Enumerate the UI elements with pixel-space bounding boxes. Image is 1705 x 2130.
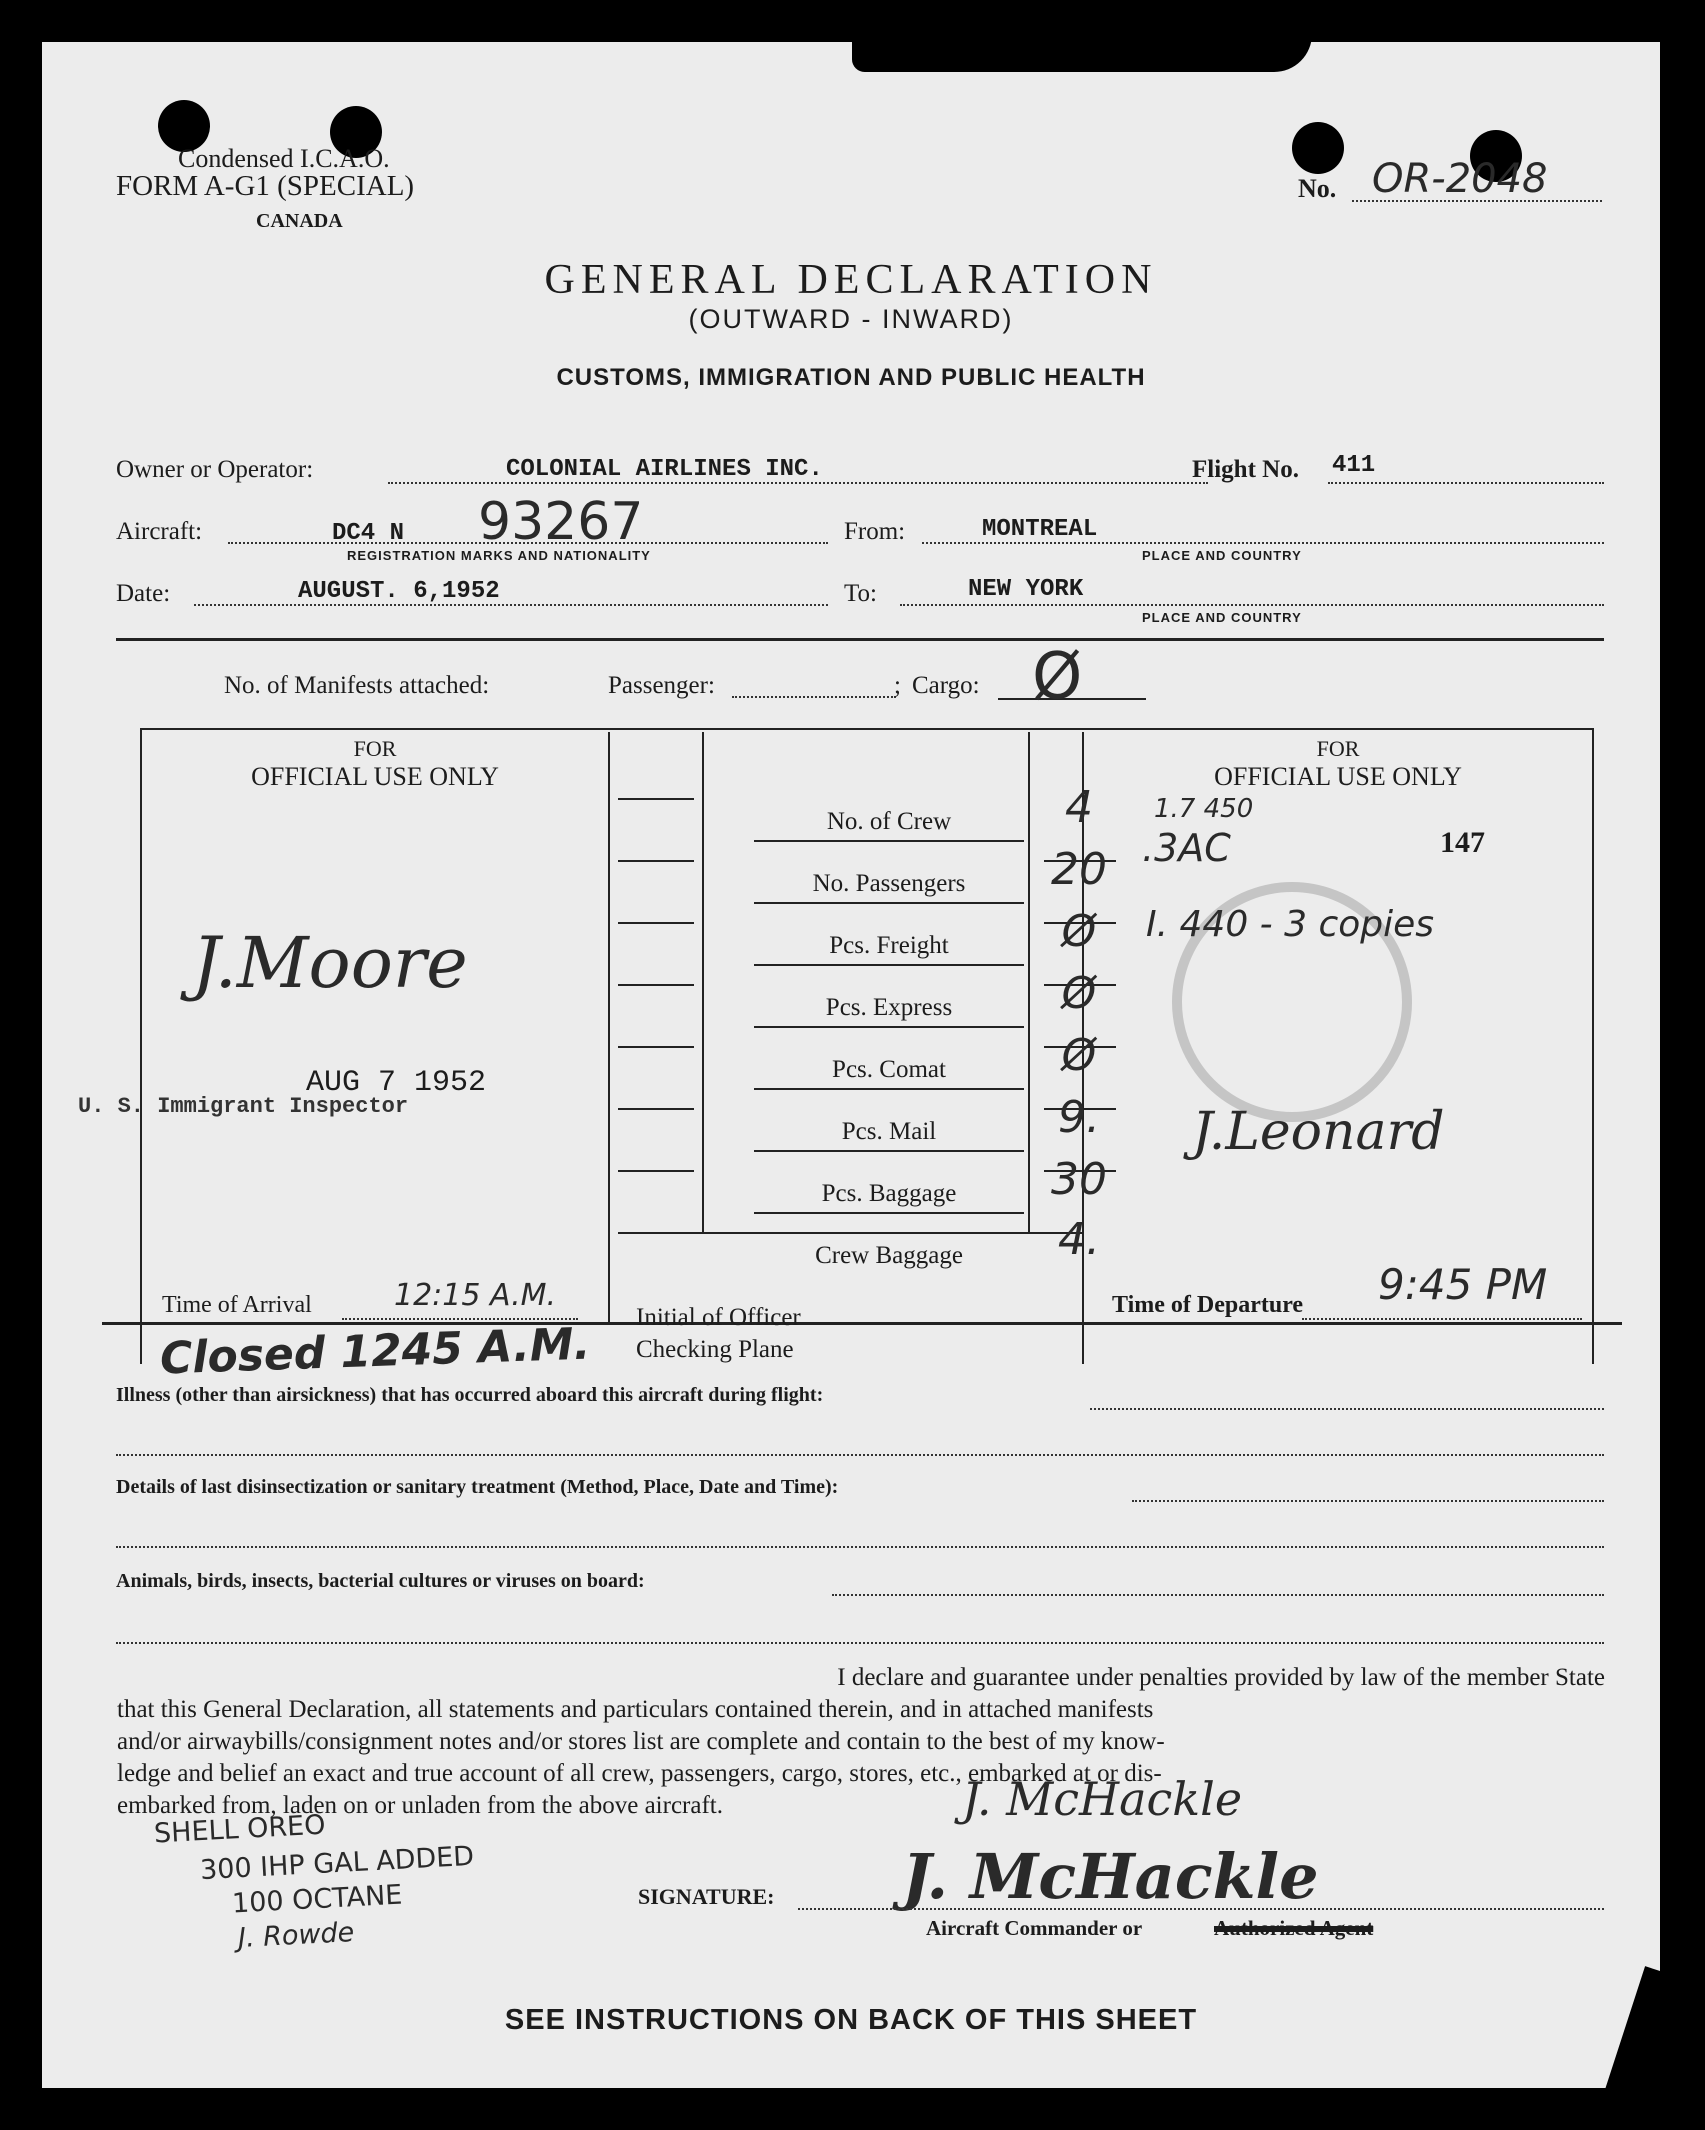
owner-value: COLONIAL AIRLINES INC. [506,456,823,483]
arrival-label: Time of Arrival [162,1292,312,1318]
form-number: FORM A-G1 (SPECIAL) [116,170,415,202]
date-value: AUGUST. 6,1952 [298,578,500,605]
flight-label: Flight No. [1192,456,1299,483]
items-col-left [702,732,704,1232]
item-line [754,1150,1024,1152]
from-value: MONTREAL [982,516,1098,543]
item-label-express: Pcs. Express [825,994,953,1021]
items-bottom-rule [618,1232,1082,1234]
closed-note: Closed 1245 A.M. [159,1318,592,1385]
manifests-label: No. of Manifests attached: [224,672,490,699]
to-caption: PLACE AND COUNTRY [1142,610,1302,625]
items-col-right [1028,732,1030,1232]
to-value: NEW YORK [968,576,1084,603]
right-note-2: .3AC [1142,826,1231,870]
item-label-freight: Pcs. Freight [829,932,949,959]
to-label: To: [844,580,877,607]
item-line [754,1026,1024,1028]
short-line [618,860,694,862]
from-caption: PLACE AND COUNTRY [1142,548,1302,563]
owner-label: Owner or Operator: [116,456,314,483]
item-label-crew: No. of Crew [826,808,952,835]
illness-line [1090,1408,1604,1410]
item-label-comat: Pcs. Comat [832,1056,946,1083]
stamp-title: U. S. Immigrant Inspector [78,1094,409,1119]
torn-edge [852,42,1312,72]
left-official-for: FOR [353,736,397,761]
serial-no-value: OR-2048 [1372,156,1548,202]
manifests-passenger-label: Passenger: [608,672,715,699]
aircraft-registration: 93267 [478,492,644,552]
right-note-3: I. 440 - 3 copies [1146,904,1435,945]
commander-signature-2: J. McHackle [902,1840,1319,1913]
flight-line [1328,482,1604,484]
item-label-baggage: Pcs. Baggage [821,1180,957,1207]
date-label: Date: [116,580,171,607]
item-value-crew-baggage: 4. [1058,1214,1100,1265]
commander-label: Aircraft Commander or [926,1916,1143,1940]
aircraft-caption: REGISTRATION MARKS AND NATIONALITY [347,548,651,563]
serial-no-line [1352,200,1602,202]
animals-line-2 [116,1642,1604,1644]
box-left-divider [608,732,610,1324]
item-value-freight: Ø [1061,906,1097,957]
form-country: CANADA [256,210,343,232]
item-value-comat: Ø [1061,1030,1097,1081]
from-label: From: [844,518,906,545]
page-title: GENERAL DECLARATION [544,257,1158,303]
commander-signature-1: J. McHackle [962,1772,1243,1826]
box-bottom-rule [102,1322,1622,1325]
item-value-crew: 4 [1065,782,1093,833]
flight-value: 411 [1332,452,1376,479]
to-line [900,604,1604,606]
left-official-title: OFFICIAL USE ONLY [251,762,499,791]
item-value-express: Ø [1061,968,1097,1019]
short-line [618,798,694,800]
item-value-passengers: 20 [1051,844,1107,895]
item-label-crew-baggage: Crew Baggage [815,1242,963,1269]
animals-label: Animals, birds, insects, bacterial cultures or viruses on board: [116,1570,645,1592]
item-label-passengers: No. Passengers [812,870,966,897]
serial-no-label: No. [1298,174,1337,203]
short-line [618,1046,694,1048]
right-official-signature: J.Leonard [1192,1102,1445,1162]
item-value-mail: 9. [1058,1092,1100,1143]
item-line [754,1212,1024,1214]
date-line [194,604,828,606]
item-value-baggage: 30 [1051,1154,1107,1205]
item-line [754,840,1024,842]
declaration-line-2: that this General Declaration, all statements and particulars contained therein, and in attached manifests [117,1696,1154,1723]
signature-line [798,1908,1604,1910]
departure-label: Time of Departure [1112,1292,1304,1318]
item-line [754,964,1024,966]
disinsect-line-2 [116,1546,1604,1548]
stamp-date: AUG 7 1952 [306,1066,487,1100]
page-subtitle-agencies: CUSTOMS, IMMIGRATION AND PUBLIC HEALTH [556,364,1146,391]
signature-label: SIGNATURE: [638,1884,775,1909]
manifests-cargo-label: Cargo: [912,672,980,699]
item-line [754,902,1024,904]
disinsect-label: Details of last disinsectization or sanitary treatment (Method, Place, Date and Time): [116,1476,839,1498]
right-official-for: FOR [1316,736,1360,761]
aircraft-type: DC4 N [332,520,405,547]
page-subtitle-direction: (OUTWARD - INWARD) [688,304,1014,334]
left-official-signature: J.Moore [192,922,468,1004]
manifests-cargo-value: Ø [1032,640,1083,714]
agent-label-struck: Authorized Agent [1214,1916,1374,1940]
fuel-note-3: 100 OCTANE [231,1879,404,1920]
short-line [618,1108,694,1110]
illness-line-2 [116,1454,1604,1456]
illness-label: Illness (other than airsickness) that has occurred aboard this aircraft during flight: [116,1384,824,1406]
fuel-note-2: 300 IHP GAL ADDED [199,1840,475,1887]
animals-line [832,1594,1604,1596]
item-label-mail: Pcs. Mail [841,1118,937,1145]
footer-instructions: SEE INSTRUCTIONS ON BACK OF THIS SHEET [504,2004,1198,2036]
fuel-note-4: J. Rowde [237,1916,355,1955]
aircraft-label: Aircraft: [116,518,203,545]
right-official-title: OFFICIAL USE ONLY [1214,762,1462,791]
departure-value: 9:45 PM [1378,1260,1548,1309]
header-divider [116,638,1604,641]
disinsect-line [1132,1500,1604,1502]
officer-initial-line1: Initial of Officer [636,1304,801,1331]
declaration-line-1: I declare and guarantee under penalties provided by law of the member State [837,1664,1605,1691]
departure-line [1302,1318,1582,1320]
declaration-form-sheet [42,42,1660,2088]
declaration-line-4: ledge and belief an exact and true account of all crew, passengers, cargo, stores, etc., embarked at or dis- [117,1760,1162,1787]
manifests-passenger-line [732,696,896,698]
item-line [754,1088,1024,1090]
short-line [618,984,694,986]
declaration-line-5: embarked from, laden on or unladen from the above aircraft. [117,1792,723,1819]
short-line [618,1170,694,1172]
manifests-sep: ; [894,672,901,699]
punch-hole [1292,122,1344,174]
arrival-value: 12:15 A.M. [394,1278,557,1313]
officer-initial-line2: Checking Plane [636,1336,794,1363]
form-condensed: Condensed I.C.A.O. [178,144,390,173]
right-note-1: 1.7 450 [1154,794,1254,824]
fuel-note-1: SHELL OREO [153,1809,327,1850]
declaration-line-3: and/or airwaybills/consignment notes and/or stores list are complete and contain to the best of my know- [117,1728,1165,1755]
faded-stamp [1172,882,1412,1122]
short-line [618,922,694,924]
right-typed-number: 147 [1440,826,1485,859]
